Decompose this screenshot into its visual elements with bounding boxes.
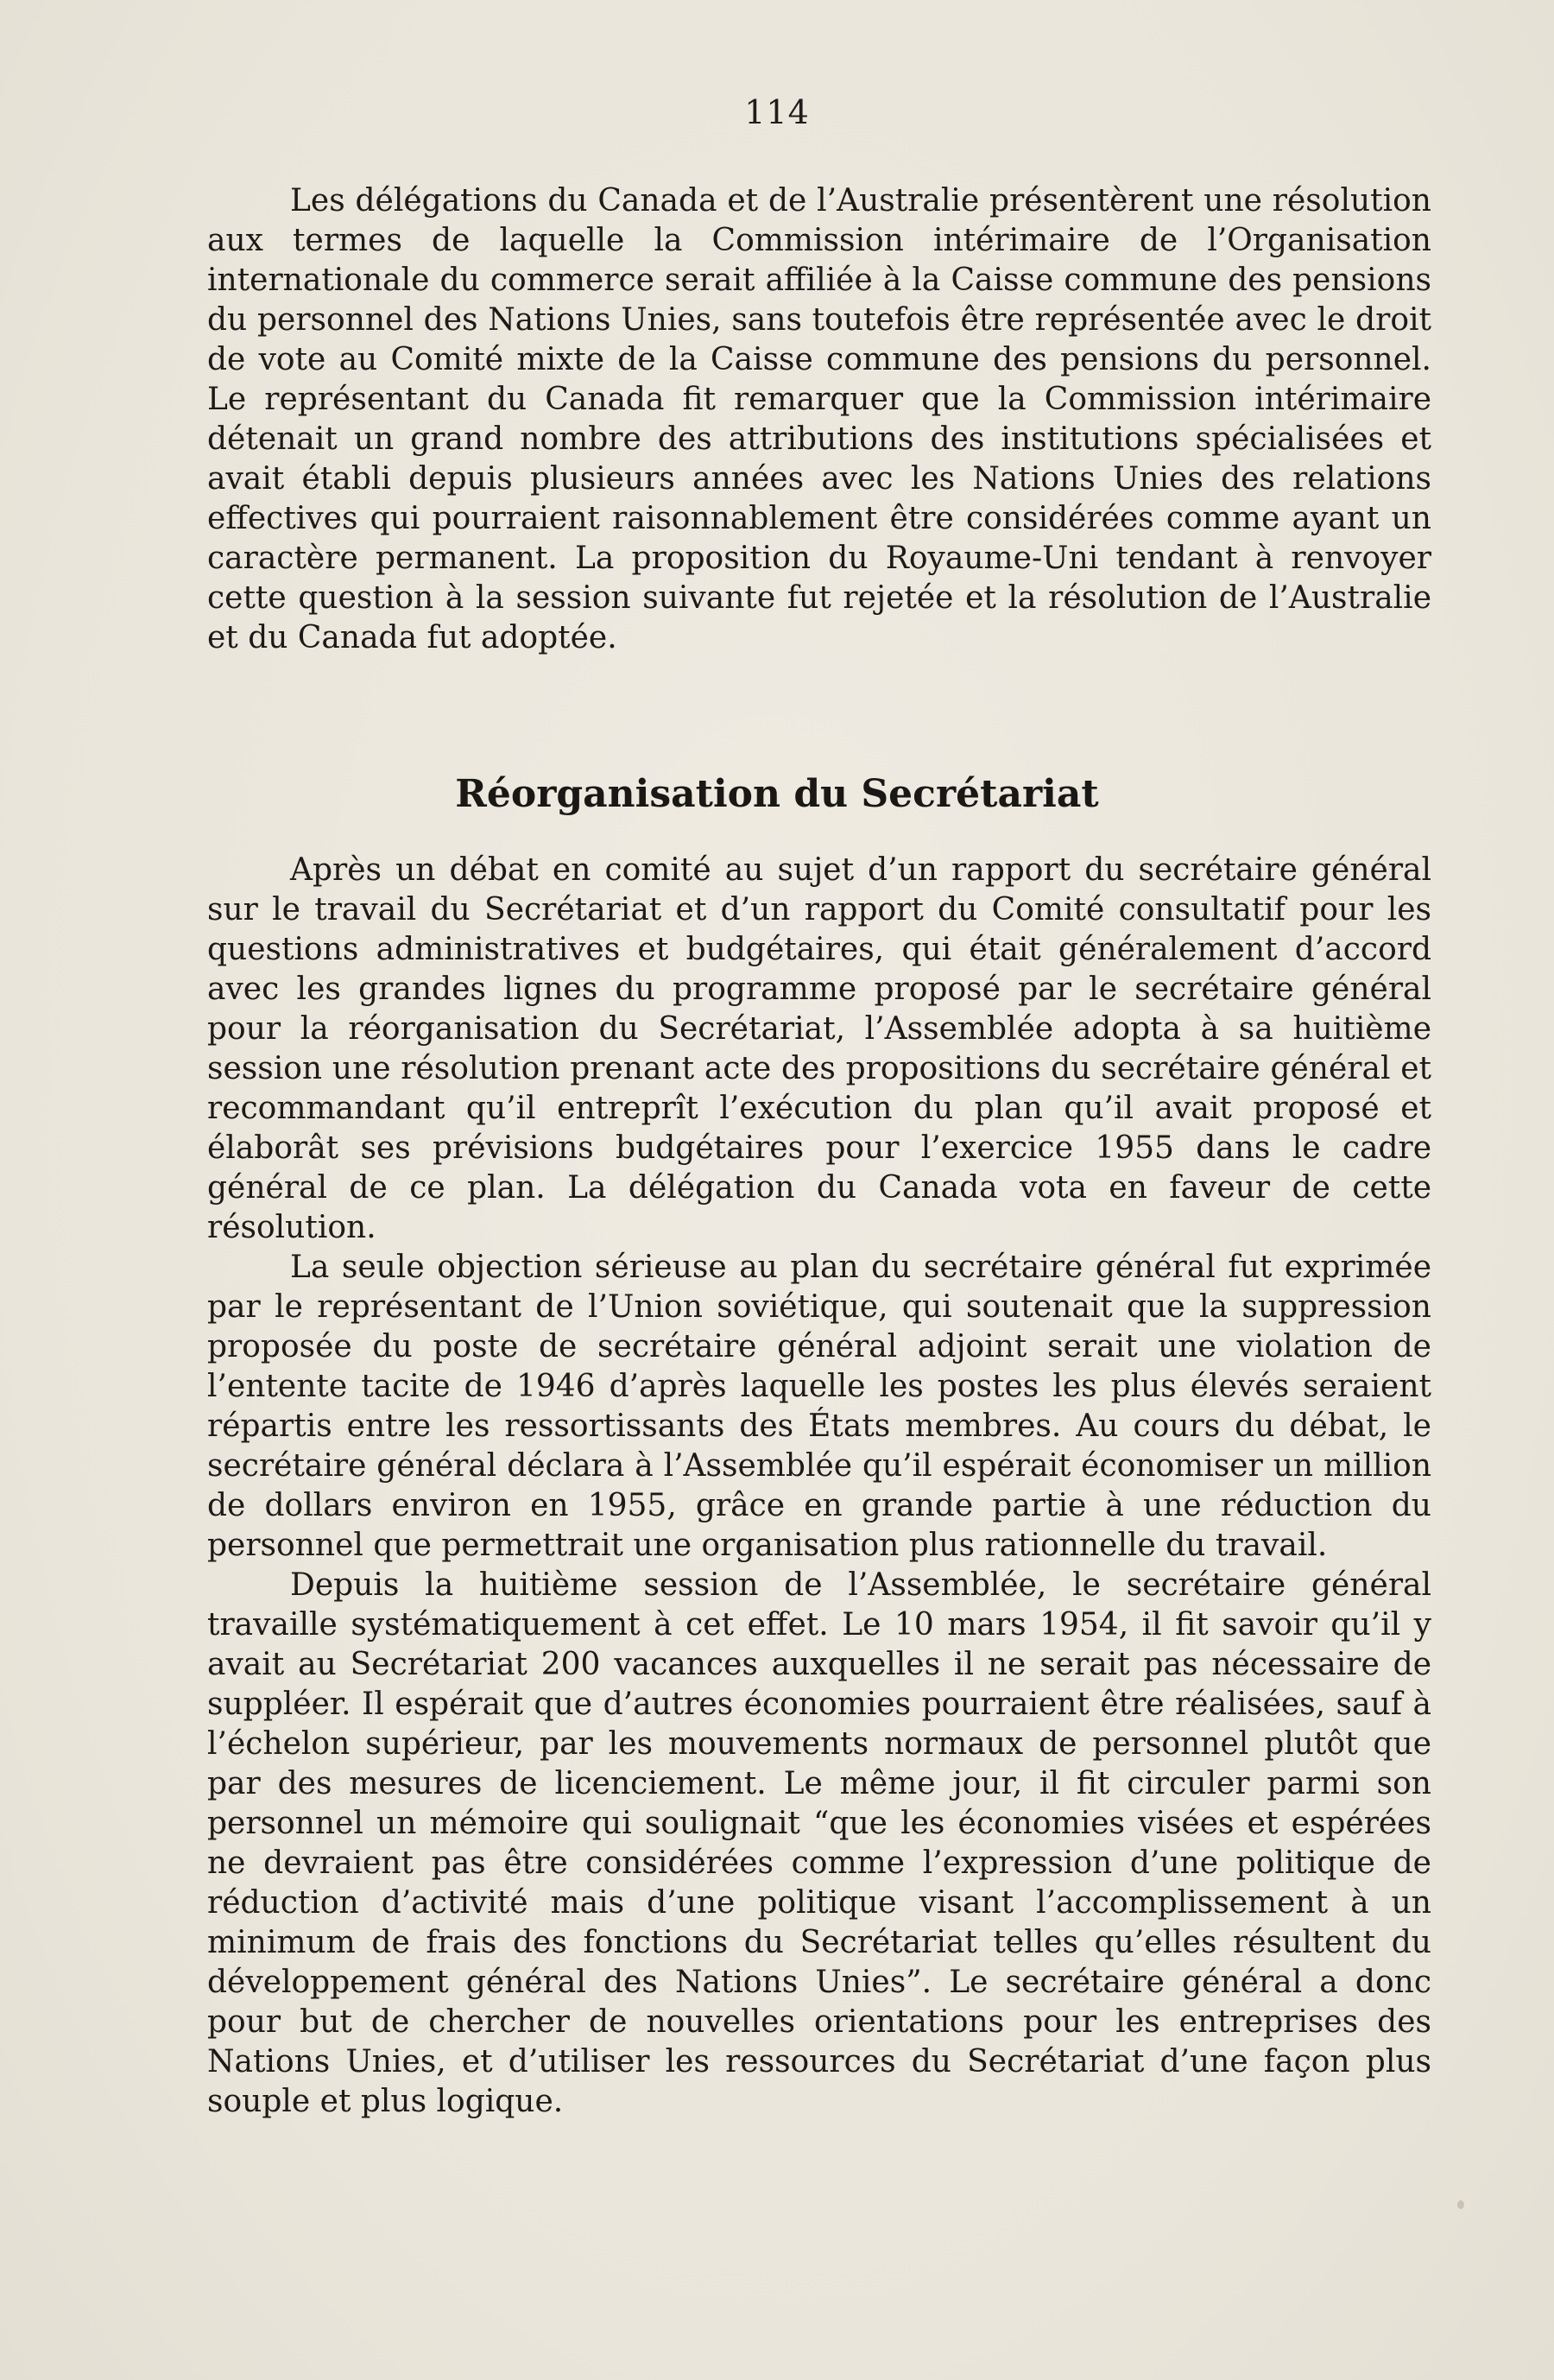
section-paragraph-1: Après un débat en comité au sujet d’un rapport du secrétaire général sur le travail du Secrétariat et d’un rapport du Comité consultatif pour les questions administratives et budgétaires, qui était généralement d’accord avec les grandes lignes du programme proposé par le secrétaire général pour la réorganisation du Secrétariat, l’Assemblée adopta à sa huitième session une résolution prenant acte des propositions du secrétaire général et recommandant qu’il entreprît l’exécution du plan qu’il avait proposé et élaborât ses prévisions budgétaires pour l’exercice 1955 dans le cadre général de ce plan. La délégation du Canada vota en faveur de cette résolution. [207, 852, 1431, 1245]
section-paragraph-2: La seule objection sérieuse au plan du secrétaire général fut exprimée par le représentant de l’Union soviétique, qui soutenait que la suppression proposée du poste de secrétaire général adjoint serait une violation de l’entente tacite de 1946 d’après laquelle les postes les plus élevés seraient répartis entre les ressortissants des États membres. Au cours du débat, le secrétaire général déclara à l’Assemblée qu’il espérait économiser un million de dollars environ en 1955, grâce en grande partie à une réduction du personnel que permettrait une organisation plus rationnelle du travail. [207, 1250, 1431, 1563]
page-number: 114 [744, 93, 810, 131]
intro-paragraph: Les délégations du Canada et de l’Australie présentèrent une résolution aux termes de laquelle la Commission intérimaire de l’Organisation internationale du commerce serait affiliée à la Caisse commune des pensions du personnel des Nations Unies, sans toutefois être représentée avec le droit de vote au Comité mixte de la Caisse commune des pensions du personnel. Le représentant du Canada fit remarquer que la Commission intérimaire détenait un grand nombre des attributions des institutions spécialisées et avait établi depuis plusieurs années avec les Nations Unies des relations effectives qui pourraient raisonnablement être considérées comme ayant un caractère permanent. La proposition du Royaume-Uni tendant à renvoyer cette question à la session suivante fut rejetée et la résolution de l’Australie et du Canada fut adoptée. [207, 183, 1431, 655]
section-paragraph-3: Depuis la huitième session de l’Assemblée, le secrétaire général travaille systématiquement à cet effet. Le 10 mars 1954, il fit savoir qu’il y avait au Secrétariat 200 vacances auxquelles il ne serait pas nécessaire de suppléer. Il espérait que d’autres économies pourraient être réalisées, sauf à l’échelon supérieur, par les mouvements normaux de personnel plutôt que par des mesures de licenciement. Le même jour, il fit circuler parmi son personnel un mémoire qui soulignait “que les économies visées et espérées ne devraient pas être considérées comme l’expression d’une politique de réduction d’activité mais d’une politique visant l’accomplissement à un minimum de frais des fonctions du Secrétariat telles qu’elles résultent du développement général des Nations Unies”. Le secrétaire général a donc pour but de chercher de nouvelles orientations pour les entreprises des Nations Unies, et d’utiliser les ressources du Secrétariat d’une façon plus souple et plus logique. [207, 1567, 1431, 2119]
section-heading: Réorganisation du Secrétariat [455, 772, 1099, 816]
section-text-block [207, 851, 1431, 2122]
paper-speck [1457, 2200, 1464, 2209]
intro-text-block [207, 181, 1431, 658]
